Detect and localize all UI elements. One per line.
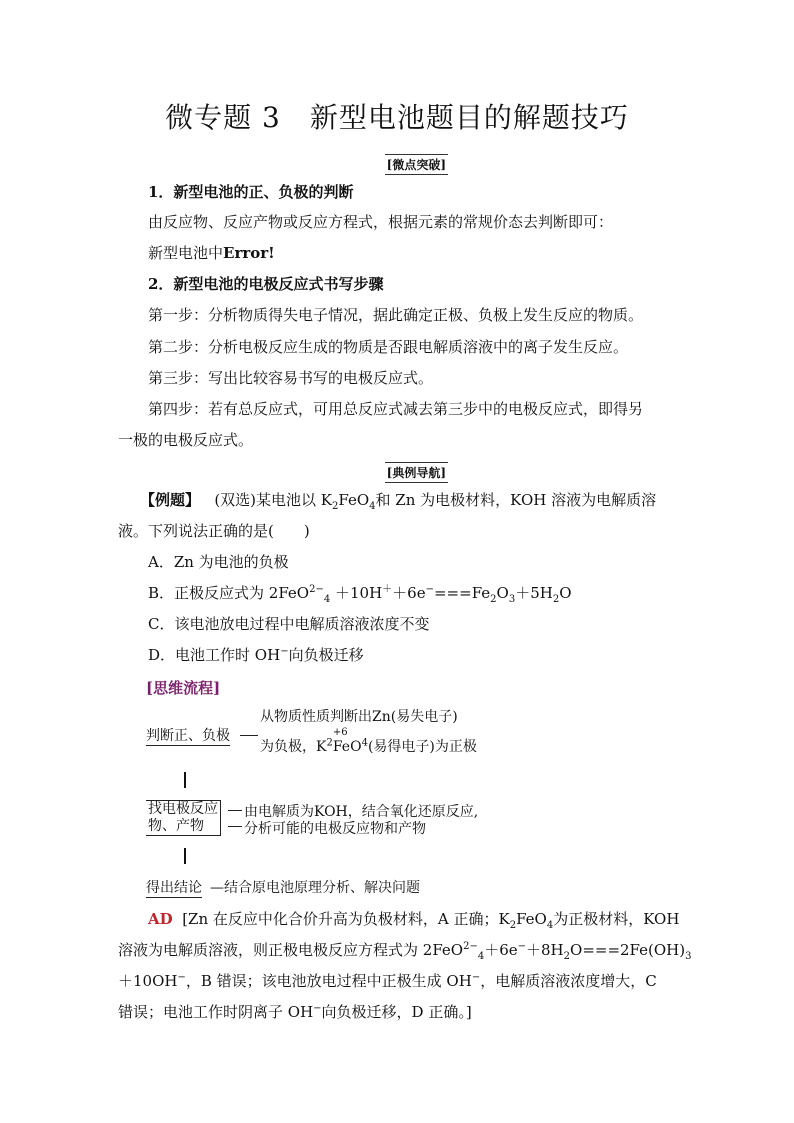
option-b: B．正极反应式为 $2FeO^{2-}_4 +10H^++6e^-===Fe_2O_3+5H_2O$ [148,584,572,605]
flow-node-judge-text-2: 为负极，$K^2$ +6 FeO$^4$(易得电子)为正极 [260,727,477,755]
option-c: C．该电池放电过程中电解质溶液浓度不变 [148,615,430,633]
answer-l4-b: 向负极迁移，D 正确。] [321,1003,472,1021]
step-4b: 一极的电极反应式。 [118,431,254,449]
flow-node-find-line-1: 找电极反应 [148,801,218,817]
answer-l2-b: ＋6e [484,941,518,959]
option-d-post: 向负极迁移 [288,646,364,664]
answer-l4-a: 错误；电池工作时阴离子 OH [118,1003,314,1021]
option-b-eq: ===Fe [433,584,491,602]
flow-text-2c: eO [341,739,362,755]
heading-2: 2．新型电池的电极反应式书写步骤 [148,275,384,293]
section-tag-micro: [微点突破] [385,154,448,175]
example-line-2: 液。下列说法正确的是( ) [118,522,310,540]
example-label: 【例题】 [140,491,201,509]
answer-l3-c: ，电解质溶液浓度增大，C [480,972,657,990]
paragraph-2-prefix: 新型电池中 [148,244,224,262]
answer-l1-b: FeO [516,910,547,928]
option-b-mid: ＋10H [330,584,383,602]
flow-text-2a: 为负极，K [260,739,327,755]
step-1: 第一步：分析物质得失电子情况，据此确定正极、负极上发生反应的物质。 [148,306,644,324]
flow-arrow-2 [184,848,186,864]
flow-node-judge: 判断正、负极 [146,725,230,746]
example-line-1: 【例题】 (双选)某电池以 $K_2FeO_4$和 Zn 为电极材料，KOH 溶液为电解质溶 [140,491,657,512]
error-text: Error! [223,244,275,262]
flow-connector-2b [228,826,242,827]
flow-node-find-text-1: 由电解质为KOH，结合氧化还原反应, [244,804,479,820]
answer-key: AD [148,910,173,928]
flow-node-find-text-2: 分析可能的电极反应物和产物 [244,821,426,837]
option-b-end3: O [559,584,572,602]
answer-line-3: ＋10OH−，B 错误；该电池放电过程中正极生成 OH−，电解质溶液浓度增大，C [118,972,657,990]
paragraph-1: 由反应物、反应产物或反应方程式，根据元素的常规价态去判断即可： [148,213,614,231]
flow-node-find-line-2: 物、产物 [148,818,204,834]
answer-l3-b: ，B 错误；该电池放电过程中正极生成 OH [185,972,472,990]
answer-l1-a: [Zn 在反应中化合价升高为负极材料，A 正确；K [182,910,510,928]
option-b-mid2: ＋6e [392,584,426,602]
flow-node-conclude-text: —结合原电池原理分析、解决问题 [210,880,420,896]
answer-line-4: 错误；电池工作时阴离子 OH−向负极迁移，D 正确。] [118,1003,472,1021]
flow-connector-2a [228,810,242,811]
flow-connector-1 [240,735,258,736]
answer-l2-a: 溶液为电解质溶液，则正极电极反应方程式为 2FeO [118,941,464,959]
answer-l2-d: O===2Fe(OH) [570,941,686,959]
step-4a: 第四步：若有总反应式，可用总反应式减去第三步中的电极反应式，即得另 [148,400,644,418]
flow-node-find [146,800,221,836]
flow-arrow-1 [184,772,186,788]
paragraph-2 [148,243,275,263]
example-text-a3: 和 Zn 为电极材料，KOH 溶液为电解质溶 [375,491,657,509]
option-b-end2: ＋5H [515,584,553,602]
option-d-pre: D．电池工作时 OH [148,646,281,664]
section-tag-example: [典例导航] [385,462,448,483]
thinking-tag: [思维流程] [146,679,221,697]
answer-l3-a: ＋10OH [118,972,178,990]
example-text-a2: FeO [338,491,370,509]
page-title: 微专题 3 新型电池题目的解题技巧 [165,101,629,134]
fe-with-ox [332,727,348,755]
example-text-a: (双选)某电池以 K [214,491,333,509]
step-2: 第二步：分析电极反应生成的物质是否跟电解质溶液中的离子发生反应。 [148,338,629,356]
answer-l1-c: 为正极材料，KOH [553,910,680,928]
heading-1: 1．新型电池的正、负极的判断 [148,183,354,201]
step-3: 第三步：写出比较容易书写的电极反应式。 [148,369,434,387]
option-b-pre: B．正极反应式为 2FeO [148,584,310,602]
option-d: D．电池工作时 OH−向负极迁移 [148,646,364,664]
oxidation-state: +6 [332,727,348,738]
flow-node-conclude: 得出结论 [146,877,202,898]
flow-text-2b: F [332,739,342,755]
flow-text-2d: (易得电子)为正极 [367,739,477,755]
flow-node-judge-text-1: 从物质性质判断出Zn(易失电子) [260,709,458,725]
answer-l2-c: ＋8H [526,941,564,959]
option-a: A．Zn 为电池的负极 [148,553,289,571]
option-b-end: O [496,584,509,602]
answer-line-1: AD [Zn 在反应中化合价升高为负极材料，A 正确；$K_2FeO_4$为正极材料，KOH [148,910,680,931]
answer-line-2: 溶液为电解质溶液，则正极电极反应方程式为 $2FeO^{2-}_4+6e^-+8H_2O===2Fe(OH)_3$ [118,941,692,962]
